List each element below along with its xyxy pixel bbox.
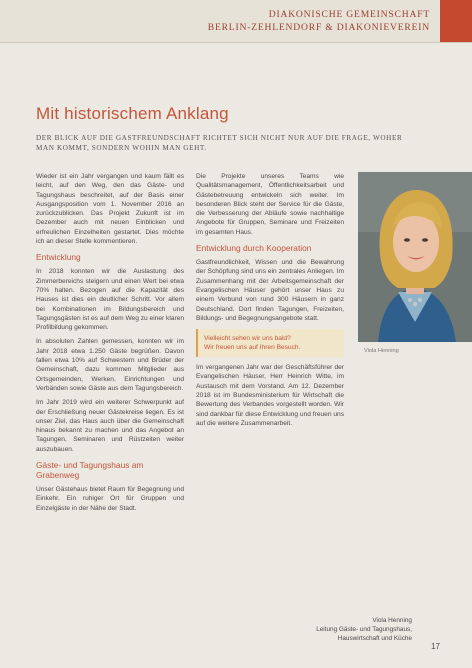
author-name: Viola Henning bbox=[372, 617, 412, 624]
lead-line1: DER BLICK AUF DIE GASTFREUNDSCHAFT RICHTET SICH NICHT NUR AUF DIE FRAGE, WOHER bbox=[36, 134, 403, 142]
photo-caption: Viola Henning bbox=[364, 348, 399, 354]
section-heading: Entwicklung durch Kooperation bbox=[196, 243, 312, 254]
section-heading: Gäste- und Tagungshaus am Grabenweg bbox=[36, 460, 144, 481]
org-name-line1: DIAKONISCHE GEMEINSCHAFT bbox=[268, 9, 430, 20]
paragraph: In absoluten Zahlen gemessen, konnten wir im Jahr 2018 etwa 1.250 Gäste begrüßen. Davon fallen etwa 10% auf Schwestern und Brüder der Gemeinschaft, dazu kommen Mitglieder aus Ortsgemeinden, Werken, Einrichtungen und Verbänden sowie Gäste aus dem Tagungsbereich. bbox=[36, 338, 184, 392]
paragraph: Im vergangenen Jahr war der Geschäftsführer der Evangelischen Häuser, Herr Heinrich Witte, im Austausch mit dem Vorstand. Am 12. Dezember 2018 ist im Bundesministerium für Wirtschaft die Bewertung des Verbandes vorgestellt worden. Wir sind dankbar für diese Entwicklung und freuen uns auf die weitere Zusammenarbeit. bbox=[196, 364, 344, 427]
paragraph: Wieder ist ein Jahr vergangen und kaum fällt es leicht, auf den Weg, den das Gäste- und Tagungshaus beschreitet, auf der Basis einer Ausgangsposition vom 1. November 2016 an zurückzublicken. Das Projekt Zukunft ist im Dezember auch mit neuen Einblicken und erfreulichen Einzelheiten gestartet. Dies möchte ich an dieser Stelle kommentieren. bbox=[36, 173, 184, 246]
paragraph: Die Projekte unseres Teams wie Qualitätsmanagement, Öffentlichkeitsarbeit und Gästebetreuung entwickeln sich weiter. Im besonderen Blick steht der Service für die Gäste, die Verbesserung der Abläufe sowie nachhaltige Angebote für Gruppen, Seminare und Freizeiten im gesamten Haus. bbox=[196, 173, 344, 236]
text-column-1 bbox=[36, 172, 184, 518]
header-bar bbox=[0, 0, 472, 42]
author-signature bbox=[300, 616, 412, 643]
paragraph: Im Jahr 2019 wird ein weiterer Schwerpunkt auf der Erschließung neuer Gästekreise liegen. Es ist unser Ziel, das Haus auch über die Gemeinschaft hinaus bekannt zu machen und das Angebot an Tagungen, Seminaren und Rüstzeiten weiter auszubauen. bbox=[36, 399, 184, 453]
header-divider bbox=[0, 42, 472, 43]
text-column-2 bbox=[196, 172, 344, 433]
org-name-line2: BERLIN-ZEHLENDORF & DIAKONIEVEREIN bbox=[207, 22, 430, 33]
portrait-photo bbox=[358, 172, 472, 342]
paragraph: Unser Gästehaus bietet Raum für Begegnung und Einkehr. Ein ruhiger Ort für Gruppen und Einzelgäste in der Nähe der Stadt. bbox=[36, 486, 184, 512]
article-title: Mit historischem Anklang bbox=[36, 104, 229, 123]
lead-line2: MAN KOMMT, SONDERN WOHIN MAN GEHT. bbox=[36, 144, 207, 152]
corner-color-block bbox=[440, 0, 472, 42]
portrait-illustration bbox=[358, 172, 472, 342]
paragraph: Gastfreundlichkeit, Wissen und die Bewahrung der Schöpfung sind uns ein zentrales Anliegen. Im Zusammenhang mit der Arbeitsgemeinschaft der Evangelischen Häuser gehört unser Haus zu einem Verbund von rund 300 Häusern in ganz Deutschland. Dort finden Tagungen, Freizeiten, Bildungs- und Begegnungsangebote statt. bbox=[196, 259, 344, 322]
callout-box bbox=[196, 329, 344, 357]
section-heading: Entwicklung bbox=[36, 252, 81, 263]
paragraph: In 2018 konnten wir die Auslastung des Zimmerbereichs steigern und einen Wert bei etwa 70% halten. Bezogen auf die Kapazität des Hauses ist dies ein deutlicher Schritt. Vor allem bei Kombinationen im Bildungsbereich und Tagungsgästen ist es auf dem Weg zu einer klaren Profilbildung gekommen. bbox=[36, 268, 184, 332]
author-role-line2: Hauswirtschaft und Küche bbox=[337, 635, 412, 642]
callout-text-line2: Wir freuen uns auf Ihren Besuch. bbox=[204, 344, 301, 352]
page-number: 17 bbox=[431, 642, 440, 651]
callout-text-line1: Vielleicht sehen wir uns bald? bbox=[204, 335, 291, 343]
author-role-line1: Leitung Gäste- und Tagungshaus, bbox=[316, 626, 412, 633]
